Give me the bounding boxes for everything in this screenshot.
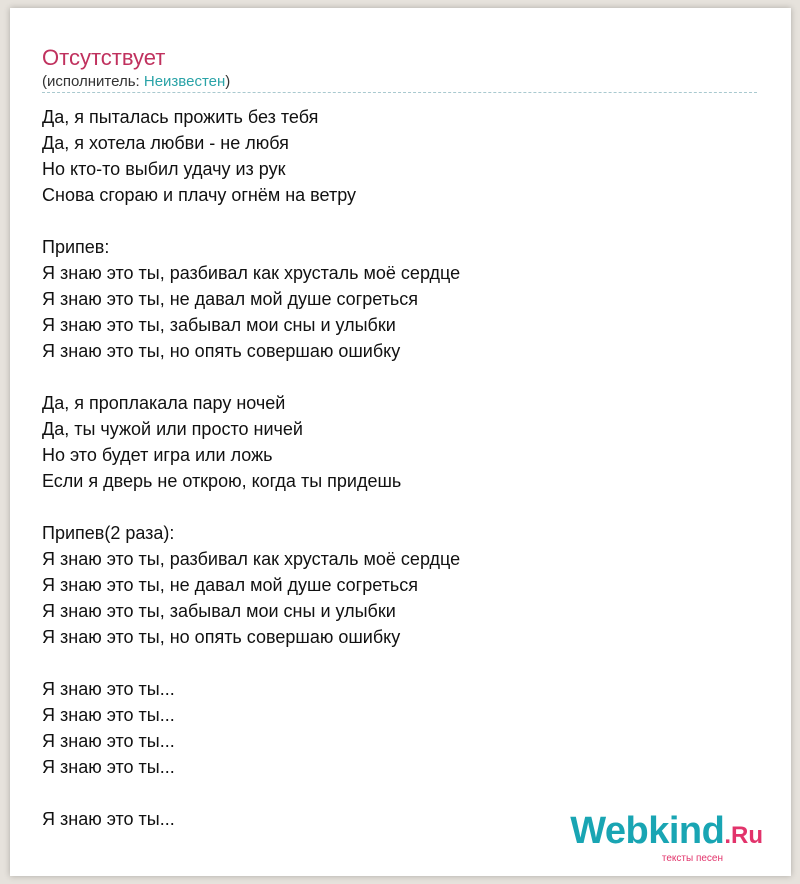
dashed-divider bbox=[42, 92, 757, 93]
lyric-line: Снова сгораю и плачу огнём на ветру bbox=[42, 185, 357, 205]
lyric-blank-line bbox=[42, 364, 762, 390]
lyrics-text bbox=[42, 104, 762, 832]
artist-suffix: ) bbox=[225, 73, 231, 90]
lyric-line: Я знаю это ты, забывал мои сны и улыбки bbox=[42, 315, 396, 335]
artist-link[interactable]: Неизвестен bbox=[143, 73, 226, 90]
lyric-line: Я знаю это ты, разбивал как хрусталь моё сердце bbox=[42, 263, 461, 283]
lyric-line: Но это будет игра или ложь bbox=[42, 445, 273, 465]
lyric-line: Да, ты чужой или просто ничей bbox=[42, 419, 303, 439]
lyric-line: Если я дверь не открою, когда ты придешь bbox=[42, 471, 402, 491]
logo-tld: .Ru bbox=[724, 822, 763, 849]
lyric-line: Я знаю это ты, но опять совершаю ошибку bbox=[42, 627, 401, 647]
lyric-line: Я знаю это ты, не давал мой душе согреться bbox=[42, 575, 419, 595]
lyric-line: Да, я проплакала пару ночей bbox=[42, 393, 286, 413]
lyric-line: Я знаю это ты... bbox=[42, 705, 175, 725]
lyrics-page bbox=[10, 8, 791, 876]
lyric-line: Припев: bbox=[42, 237, 110, 257]
lyric-blank-line bbox=[42, 780, 762, 806]
lyric-line: Я знаю это ты, не давал мой душе согреться bbox=[42, 289, 419, 309]
logo-name: Webkind bbox=[570, 810, 725, 852]
lyric-line: Я знаю это ты... bbox=[42, 809, 175, 829]
lyric-line: Я знаю это ты, разбивал как хрусталь моё сердце bbox=[42, 549, 461, 569]
logo-wordmark bbox=[563, 811, 763, 856]
lyric-line: Я знаю это ты, забывал мои сны и улыбки bbox=[42, 601, 396, 621]
lyric-line: Я знаю это ты, но опять совершаю ошибку bbox=[42, 341, 401, 361]
lyric-line: Я знаю это ты... bbox=[42, 731, 175, 751]
lyric-line: Но кто-то выбил удачу из рук bbox=[42, 159, 286, 179]
song-title: Отсутствует bbox=[42, 45, 166, 70]
site-logo[interactable] bbox=[563, 811, 763, 864]
lyric-blank-line bbox=[42, 494, 762, 520]
lyric-blank-line bbox=[42, 208, 762, 234]
lyric-line: Я знаю это ты... bbox=[42, 757, 175, 777]
artist-line bbox=[42, 72, 230, 92]
lyric-blank-line bbox=[42, 650, 762, 676]
logo-tagline: тексты песен bbox=[661, 853, 723, 864]
lyric-line: Припев(2 раза): bbox=[42, 523, 175, 543]
artist-prefix: (исполнитель: bbox=[42, 73, 144, 90]
lyric-line: Да, я пыталась прожить без тебя bbox=[42, 107, 319, 127]
lyric-line: Да, я хотела любви - не любя bbox=[42, 133, 289, 153]
lyric-line: Я знаю это ты... bbox=[42, 679, 175, 699]
